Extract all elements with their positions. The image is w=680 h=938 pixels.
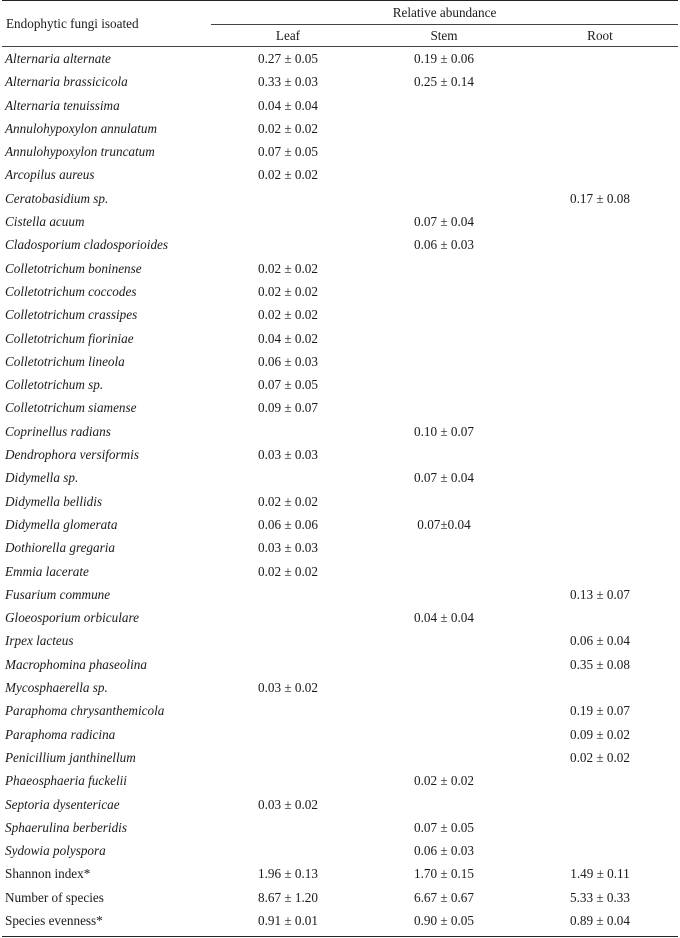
table-row <box>0 910 680 933</box>
stem-value: 0.02 ± 0.02 <box>414 773 474 789</box>
table-row <box>0 48 680 71</box>
table-row <box>0 491 680 514</box>
species-name: Phaeosphaeria fuckelii <box>5 773 127 789</box>
species-name: Sydowia polyspora <box>5 843 106 859</box>
table-row <box>0 654 680 677</box>
species-name: Irpex lacteus <box>5 633 74 649</box>
species-name: Alternaria alternate <box>5 51 111 66</box>
stem-value: 0.06 ± 0.03 <box>414 237 474 253</box>
table-row <box>0 164 680 187</box>
header-group-rule <box>211 24 678 25</box>
species-name: Paraphoma radicina <box>5 726 116 742</box>
species-name: Alternaria tenuissima <box>5 97 120 113</box>
species-name: Species evenness* <box>5 912 103 928</box>
root-value: 0.13 ± 0.07 <box>570 586 630 602</box>
table-row <box>0 258 680 281</box>
leaf-value: 0.03 ± 0.02 <box>258 796 318 812</box>
table-row <box>0 71 680 94</box>
leaf-value: 0.07 ± 0.05 <box>258 144 318 160</box>
stem-value: 0.10 ± 0.07 <box>414 423 474 439</box>
species-name: Colletotrichum sp. <box>5 377 104 393</box>
leaf-value: 0.06 ± 0.03 <box>258 353 318 369</box>
species-name: Paraphoma chrysanthemicola <box>5 703 165 719</box>
leaf-value: 0.06 ± 0.06 <box>258 516 318 532</box>
stem-value: 0.25 ± 0.14 <box>414 74 474 90</box>
leaf-value: 0.04 ± 0.04 <box>258 97 318 113</box>
root-value: 0.06 ± 0.04 <box>570 633 630 649</box>
species-name: Macrophomina phaseolina <box>5 656 147 672</box>
leaf-value: 0.02 ± 0.02 <box>258 493 318 509</box>
leaf-value: 0.27 ± 0.05 <box>258 51 318 66</box>
stem-value: 0.06 ± 0.03 <box>414 843 474 859</box>
table-row <box>0 840 680 863</box>
leaf-value: 0.03 ± 0.03 <box>258 447 318 463</box>
species-name: Colletotrichum fioriniae <box>5 330 134 346</box>
species-name: Fusarium commune <box>5 586 111 602</box>
leaf-value: 0.02 ± 0.02 <box>258 120 318 136</box>
header-relative-abundance: Relative abundance <box>392 5 497 20</box>
table-row <box>0 584 680 607</box>
leaf-value: 0.02 ± 0.02 <box>258 283 318 299</box>
table-row <box>0 444 680 467</box>
table-row <box>0 281 680 304</box>
table-row <box>0 700 680 723</box>
table-row <box>0 118 680 141</box>
table-row <box>0 630 680 653</box>
table-row <box>0 607 680 630</box>
leaf-value: 0.02 ± 0.02 <box>258 563 318 579</box>
header-bottom-rule <box>2 46 678 47</box>
species-name: Septoria dysentericae <box>5 796 120 812</box>
table-row <box>0 537 680 560</box>
table-row <box>0 234 680 257</box>
stem-value: 0.07±0.04 <box>417 516 471 532</box>
table-row <box>0 374 680 397</box>
root-value: 0.19 ± 0.07 <box>570 703 630 719</box>
table-row <box>0 514 680 537</box>
species-name: Gloeosporium orbiculare <box>5 610 139 626</box>
root-value: 0.35 ± 0.08 <box>570 656 630 672</box>
species-name: Dendrophora versiformis <box>5 447 139 463</box>
table-top-rule <box>2 0 678 1</box>
species-name: Arcopilus aureus <box>5 167 95 183</box>
table-row <box>0 328 680 351</box>
species-name: Sphaerulina berberidis <box>5 819 127 835</box>
species-name: Number of species <box>5 889 104 905</box>
species-name: Annulohypoxylon truncatum <box>5 144 155 160</box>
species-name: Colletotrichum siamense <box>5 400 137 416</box>
leaf-value: 0.02 ± 0.02 <box>258 260 318 276</box>
species-name: Didymella sp. <box>5 470 79 486</box>
table-row <box>0 467 680 490</box>
leaf-value: 0.04 ± 0.02 <box>258 330 318 346</box>
root-value: 0.89 ± 0.04 <box>570 912 630 928</box>
table-body <box>0 48 680 933</box>
stem-value: 0.04 ± 0.04 <box>414 610 474 626</box>
leaf-value: 0.07 ± 0.05 <box>258 377 318 393</box>
species-name: Didymella bellidis <box>5 493 103 509</box>
root-value: 5.33 ± 0.33 <box>570 889 630 905</box>
leaf-value: 0.03 ± 0.02 <box>258 680 318 696</box>
root-value: 0.17 ± 0.08 <box>570 190 630 206</box>
table-row <box>0 211 680 234</box>
table-row <box>0 188 680 211</box>
leaf-value: 0.33 ± 0.03 <box>258 74 318 90</box>
species-name: Cistella acuum <box>5 214 85 230</box>
table-row <box>0 794 680 817</box>
table-row <box>0 817 680 840</box>
table-row <box>0 561 680 584</box>
leaf-value: 1.96 ± 0.13 <box>258 866 318 882</box>
species-name: Penicillium janthinellum <box>5 749 136 765</box>
species-name: Coprinellus radians <box>5 423 111 439</box>
table-row <box>0 770 680 793</box>
table-row <box>0 887 680 910</box>
species-name: Emmia lacerate <box>5 563 89 579</box>
species-name: Colletotrichum lineola <box>5 353 125 369</box>
table-bottom-rule <box>2 936 678 937</box>
root-value: 0.09 ± 0.02 <box>570 726 630 742</box>
species-name: Mycosphaerella sp. <box>5 680 108 696</box>
table-row <box>0 304 680 327</box>
species-name: Ceratobasidium sp. <box>5 190 109 206</box>
species-name: Didymella glomerata <box>5 516 118 532</box>
species-name: Cladosporium cladosporioides <box>5 237 169 253</box>
leaf-value: 0.03 ± 0.03 <box>258 540 318 556</box>
stem-value: 0.90 ± 0.05 <box>414 912 474 928</box>
table-row <box>0 863 680 886</box>
stem-value: 0.07 ± 0.04 <box>414 470 474 486</box>
species-name: Colletotrichum coccodes <box>5 283 137 299</box>
stem-value: 0.07 ± 0.04 <box>414 214 474 230</box>
stem-value: 1.70 ± 0.15 <box>414 866 474 882</box>
header-stem: Stem <box>430 28 458 43</box>
species-name: Shannon index* <box>5 866 91 882</box>
root-value: 0.02 ± 0.02 <box>570 749 630 765</box>
table-row <box>0 724 680 747</box>
stem-value: 0.07 ± 0.05 <box>414 819 474 835</box>
table-row <box>0 95 680 118</box>
leaf-value: 0.02 ± 0.02 <box>258 167 318 183</box>
table-row <box>0 747 680 770</box>
table-row <box>0 677 680 700</box>
table-row <box>0 141 680 164</box>
root-value: 1.49 ± 0.11 <box>570 866 630 882</box>
header-root: Root <box>587 28 613 43</box>
species-name: Colletotrichum boninense <box>5 260 142 276</box>
stem-value: 6.67 ± 0.67 <box>414 889 474 905</box>
leaf-value: 0.09 ± 0.07 <box>258 400 318 416</box>
header-fungi-isolated: Endophytic fungi isoated <box>6 16 139 31</box>
species-name: Annulohypoxylon annulatum <box>5 120 157 136</box>
header-leaf: Leaf <box>275 28 301 43</box>
stem-value: 0.19 ± 0.06 <box>414 51 474 66</box>
table-row <box>0 421 680 444</box>
leaf-value: 0.91 ± 0.01 <box>258 912 318 928</box>
species-name: Alternaria brassicicola <box>5 74 128 90</box>
species-name: Dothiorella gregaria <box>5 540 116 556</box>
table-row <box>0 351 680 374</box>
leaf-value: 8.67 ± 1.20 <box>258 889 318 905</box>
species-name: Colletotrichum crassipes <box>5 307 138 323</box>
table-row <box>0 397 680 420</box>
leaf-value: 0.02 ± 0.02 <box>258 307 318 323</box>
